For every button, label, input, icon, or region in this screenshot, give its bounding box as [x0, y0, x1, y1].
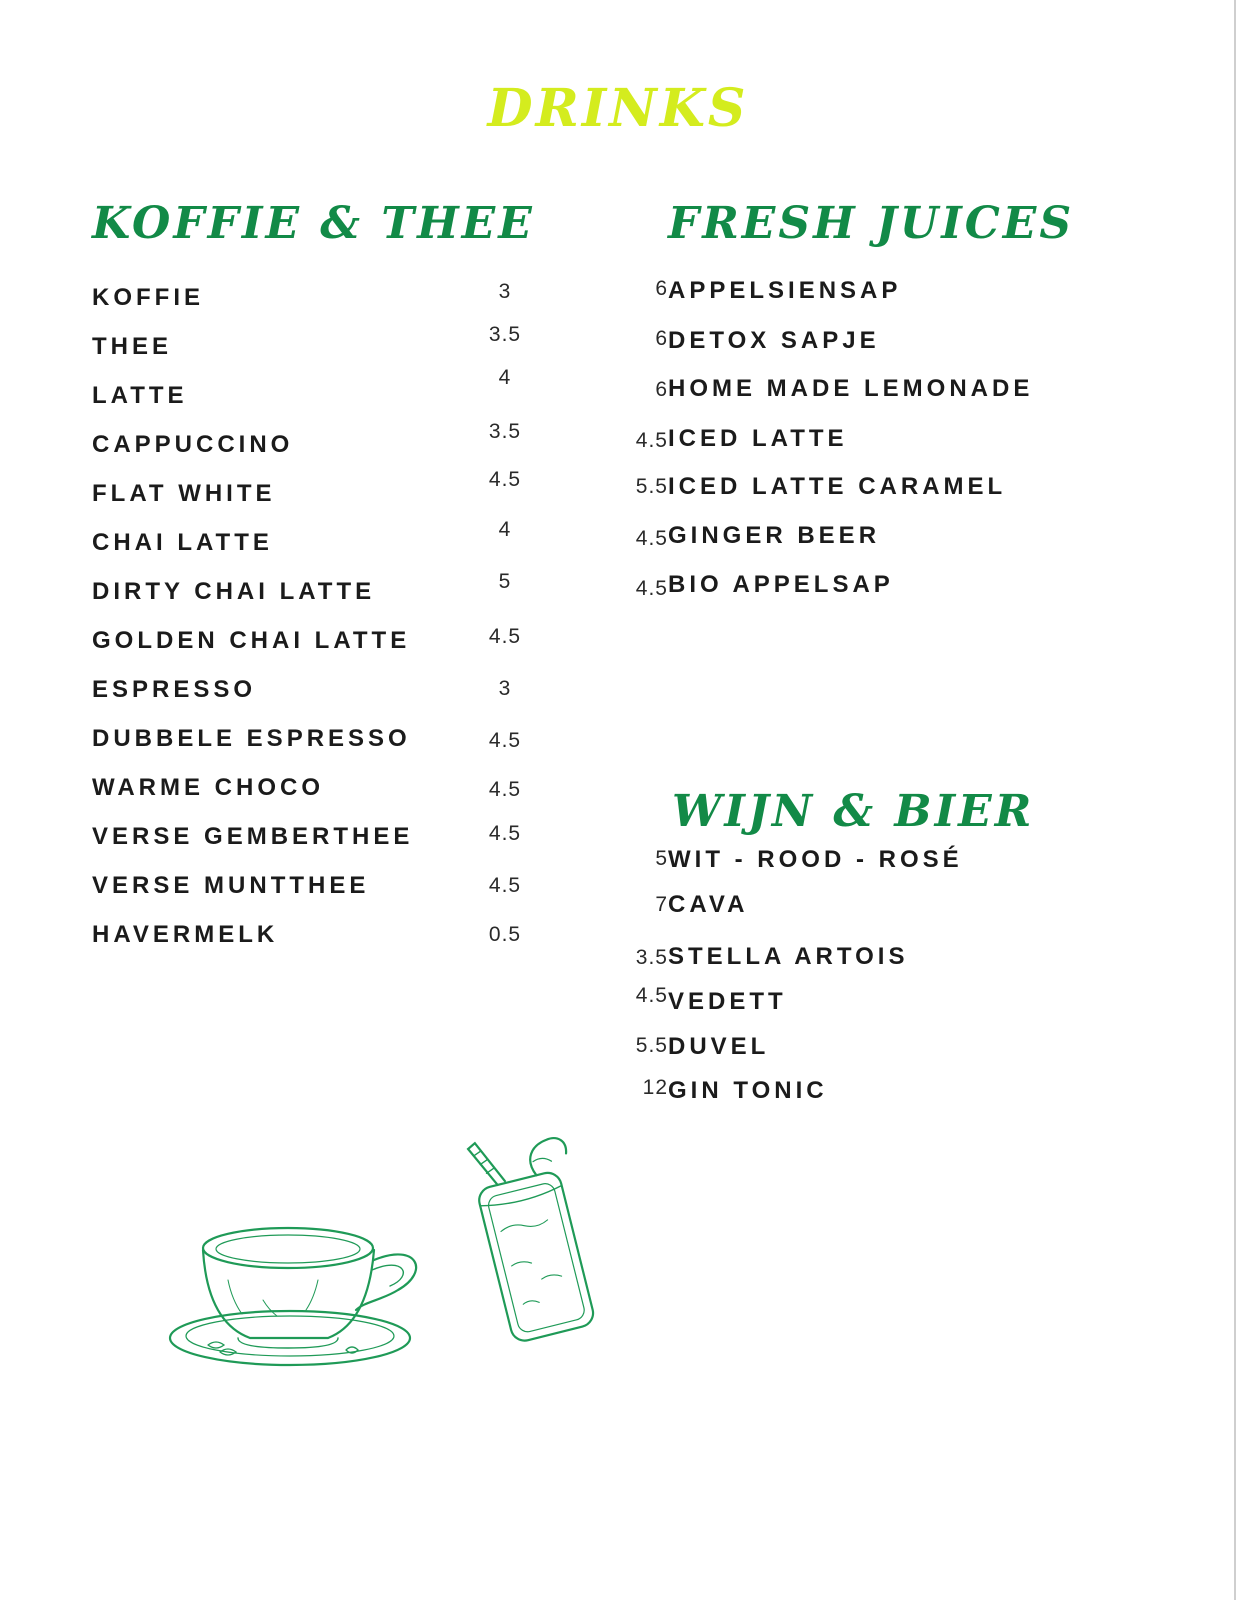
- menu-item-name: KOFFIE: [92, 284, 204, 311]
- menu-item-price: 6: [655, 327, 668, 350]
- menu-item-name: STELLA ARTOIS: [668, 943, 909, 970]
- menu-item-price: 4.5: [488, 625, 522, 648]
- menu-item-name: CHAI LATTE: [92, 529, 273, 556]
- menu-item-name: DUBBELE ESPRESSO: [92, 725, 411, 752]
- menu-item-name: CAPPUCCINO: [92, 431, 294, 458]
- page-title: DRINKS: [487, 78, 749, 139]
- menu-item-name: WIT - ROOD - ROSÉ: [668, 846, 963, 873]
- menu-item-price: 4: [498, 366, 512, 389]
- coffee-cup-icon: [168, 1220, 428, 1380]
- menu-item-name: GOLDEN CHAI LATTE: [92, 627, 411, 654]
- menu-item-name: LATTE: [92, 382, 188, 409]
- menu-item-name: DUVEL: [668, 1033, 770, 1060]
- menu-item-price: 4.5: [488, 822, 522, 845]
- menu-item-price: 3: [498, 280, 512, 303]
- menu-item-name: ESPRESSO: [92, 676, 257, 703]
- menu-item-price: 4.5: [635, 984, 668, 1007]
- menu-item-price: 7: [655, 893, 668, 916]
- menu-item-price: 5.5: [635, 475, 668, 498]
- menu-item-name: WARME CHOCO: [92, 774, 324, 801]
- menu-item-price: 3: [498, 677, 512, 700]
- menu-item-price: 6: [655, 378, 668, 401]
- menu-item-price: 6: [655, 277, 668, 300]
- menu-item-name: VERSE GEMBERTHEE: [92, 823, 414, 850]
- menu-item-name: VERSE MUNTTHEE: [92, 872, 370, 899]
- menu-item-price: 4.5: [488, 468, 522, 491]
- menu-item-price: 4.5: [635, 527, 668, 550]
- menu-item-price: 5.5: [635, 1034, 668, 1057]
- menu-item-name: DETOX SAPJE: [668, 327, 880, 354]
- menu-item-name: ICED LATTE: [668, 425, 848, 452]
- menu-item-name: THEE: [92, 333, 173, 360]
- menu-item-name: DIRTY CHAI LATTE: [92, 578, 376, 605]
- menu-item-name: CAVA: [668, 891, 749, 918]
- menu-item-name: HAVERMELK: [92, 921, 279, 948]
- menu-item-name: GIN TONIC: [668, 1077, 828, 1104]
- menu-item-price: 0.5: [488, 923, 522, 946]
- menu-item-price: 3.5: [488, 420, 522, 443]
- iced-drink-icon: [448, 1130, 618, 1350]
- menu-item-price: 4.5: [488, 778, 522, 801]
- menu-item-name: HOME MADE LEMONADE: [668, 375, 1034, 402]
- section-title-koffie: KOFFIE & THEE: [92, 198, 535, 249]
- menu-item-price: 5: [655, 847, 668, 870]
- menu-item-name: ICED LATTE CARAMEL: [668, 473, 1007, 500]
- menu-item-price: 4.5: [488, 729, 522, 752]
- menu-item-price: 4.5: [635, 577, 668, 600]
- menu-item-name: VEDETT: [668, 988, 787, 1015]
- menu-item-price: 5: [498, 570, 512, 593]
- menu-item-price: 3.5: [488, 323, 522, 346]
- menu-item-price: 4: [498, 518, 512, 541]
- section-title-wijn: WIJN & BIER: [672, 786, 1035, 837]
- menu-item-price: 12: [642, 1076, 668, 1099]
- menu-item-price: 3.5: [635, 946, 668, 969]
- menu-item-name: APPELSIENSAP: [668, 277, 902, 304]
- menu-item-name: FLAT WHITE: [92, 480, 276, 507]
- menu-item-name: BIO APPELSAP: [668, 571, 894, 598]
- section-title-juices: FRESH JUICES: [668, 198, 1075, 249]
- menu-item-price: 4.5: [488, 874, 522, 897]
- menu-item-name: GINGER BEER: [668, 522, 881, 549]
- menu-item-price: 4.5: [635, 429, 668, 452]
